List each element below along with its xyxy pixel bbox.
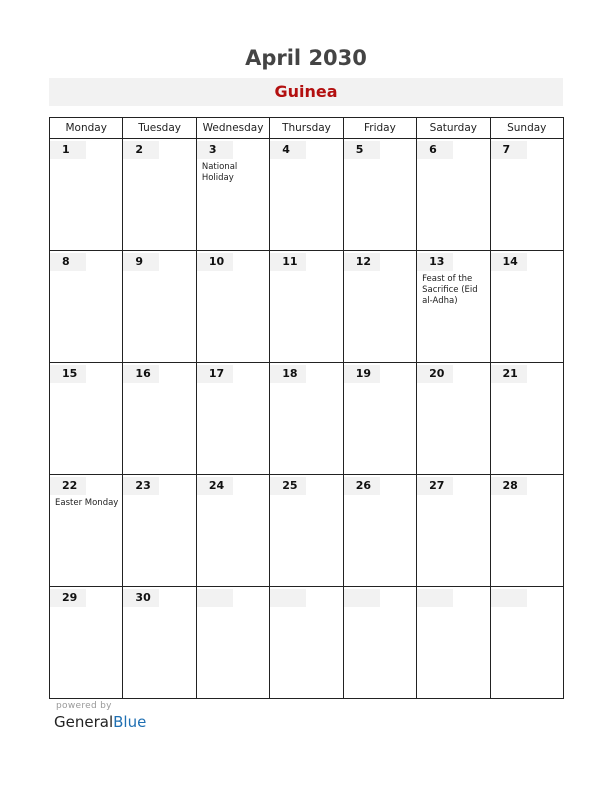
weekday-header: Tuesday: [123, 118, 196, 139]
calendar-day-cell[interactable]: [490, 139, 563, 251]
calendar-day-cell[interactable]: [196, 363, 269, 475]
calendar-day-cell[interactable]: [417, 363, 490, 475]
day-number: 3: [197, 141, 233, 159]
day-number: 23: [123, 477, 159, 495]
calendar-day-cell[interactable]: [196, 139, 269, 251]
calendar-day-cell[interactable]: [490, 251, 563, 363]
day-number: 5: [344, 141, 380, 159]
calendar-day-cell[interactable]: [50, 251, 123, 363]
calendar-week-row: [50, 363, 564, 475]
calendar-day-cell[interactable]: [123, 587, 196, 699]
weekday-header: Sunday: [490, 118, 563, 139]
calendar-day-cell[interactable]: [417, 251, 490, 363]
powered-by-label: powered by: [56, 701, 112, 711]
day-number: 20: [417, 365, 453, 383]
calendar-day-cell[interactable]: [196, 475, 269, 587]
day-number: [270, 589, 306, 607]
calendar-day-cell[interactable]: [50, 139, 123, 251]
calendar-day-cell[interactable]: [270, 587, 343, 699]
calendar-day-cell[interactable]: [270, 251, 343, 363]
calendar-day-cell[interactable]: [123, 251, 196, 363]
country-banner: [49, 78, 563, 106]
weekday-header-row: [50, 118, 564, 139]
day-number: 14: [491, 253, 527, 271]
calendar-day-cell[interactable]: [490, 475, 563, 587]
weekday-header: Monday: [50, 118, 123, 139]
day-number: 8: [50, 253, 86, 271]
calendar-day-cell[interactable]: [123, 475, 196, 587]
weekday-header: Saturday: [417, 118, 490, 139]
day-number: 1: [50, 141, 86, 159]
day-number: 24: [197, 477, 233, 495]
calendar-day-cell[interactable]: [123, 363, 196, 475]
calendar-day-cell[interactable]: [343, 139, 416, 251]
day-number: 2: [123, 141, 159, 159]
holiday-label: Easter Monday: [55, 498, 119, 508]
calendar-day-cell[interactable]: [50, 587, 123, 699]
day-number: 12: [344, 253, 380, 271]
holiday-label: National Holiday: [201, 162, 238, 183]
calendar-day-cell[interactable]: [343, 475, 416, 587]
calendar-title: April 2030: [245, 46, 367, 70]
calendar-day-cell[interactable]: [343, 587, 416, 699]
day-number: 10: [197, 253, 233, 271]
day-number: 29: [50, 589, 86, 607]
day-number: 18: [270, 365, 306, 383]
day-number: 11: [270, 253, 306, 271]
calendar-body: [50, 139, 564, 699]
calendar-day-cell[interactable]: [490, 587, 563, 699]
calendar-day-cell[interactable]: [417, 475, 490, 587]
calendar-day-cell[interactable]: [343, 363, 416, 475]
day-number: 27: [417, 477, 453, 495]
day-number: [344, 589, 380, 607]
calendar-day-cell[interactable]: [123, 139, 196, 251]
calendar-day-cell[interactable]: [196, 251, 269, 363]
brand-name-part1: General: [54, 713, 114, 731]
calendar-day-cell[interactable]: [417, 587, 490, 699]
day-number: 26: [344, 477, 380, 495]
day-number: 22: [50, 477, 86, 495]
holiday-label: Feast of the Sacrifice (Eid al-Adha): [422, 274, 478, 306]
day-number: 19: [344, 365, 380, 383]
day-number: 4: [270, 141, 306, 159]
calendar-grid: [49, 117, 564, 699]
day-number: [197, 589, 233, 607]
calendar-day-cell[interactable]: [50, 363, 123, 475]
day-number: 28: [491, 477, 527, 495]
brand-name-part2: Blue: [113, 713, 147, 731]
day-number: 6: [417, 141, 453, 159]
weekday-header: Thursday: [270, 118, 343, 139]
calendar-week-row: [50, 587, 564, 699]
day-number: 9: [123, 253, 159, 271]
calendar-week-row: [50, 475, 564, 587]
day-number: 16: [123, 365, 159, 383]
day-number: [491, 589, 527, 607]
day-number: 25: [270, 477, 306, 495]
calendar-week-row: [50, 251, 564, 363]
calendar-day-cell[interactable]: [270, 475, 343, 587]
calendar-day-cell[interactable]: [50, 475, 123, 587]
day-number: 30: [123, 589, 159, 607]
generalblue-logo[interactable]: [54, 713, 146, 731]
day-number: 15: [50, 365, 86, 383]
day-number: 21: [491, 365, 527, 383]
country-name: Guinea: [274, 82, 338, 101]
weekday-header: Friday: [343, 118, 416, 139]
calendar-day-cell[interactable]: [270, 139, 343, 251]
day-number: [417, 589, 453, 607]
calendar-day-cell[interactable]: [490, 363, 563, 475]
day-number: 7: [491, 141, 527, 159]
calendar-week-row: [50, 139, 564, 251]
day-number: 17: [197, 365, 233, 383]
weekday-header: Wednesday: [196, 118, 269, 139]
calendar-day-cell[interactable]: [417, 139, 490, 251]
day-number: 13: [417, 253, 453, 271]
calendar-day-cell[interactable]: [196, 587, 269, 699]
calendar-day-cell[interactable]: [270, 363, 343, 475]
calendar-day-cell[interactable]: [343, 251, 416, 363]
